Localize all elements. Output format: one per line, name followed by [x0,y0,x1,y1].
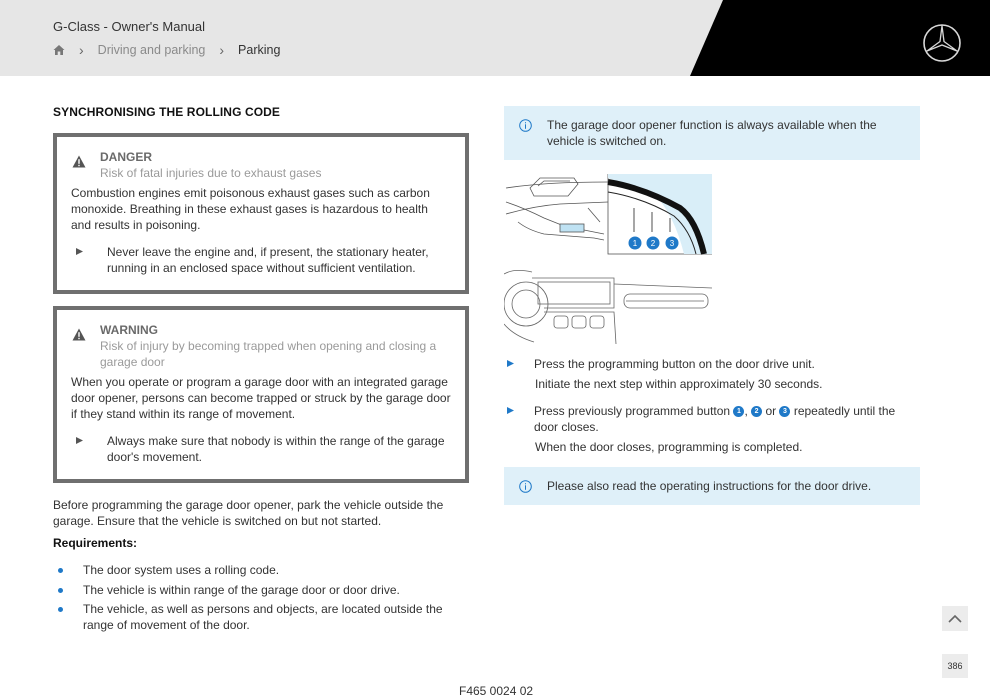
list-item [53,562,469,578]
figure-code: F465 0024 02 [459,684,534,698]
page-number-button[interactable]: 386 [942,654,968,678]
chevron-right-icon: › [219,42,225,58]
warning-box [53,306,469,483]
info-text: Please also read the operating instructions for the door drive. [547,479,872,493]
home-icon[interactable] [53,44,65,56]
danger-step-text: Never leave the engine and, if present, the stationary heater, running in an enclosed space without sufficient ventilation. [107,245,429,275]
requirements-list [53,562,469,633]
callout-button-3 [665,236,679,250]
info-box-operating-instructions [504,467,920,505]
warning-step-text: Always make sure that nobody is within the range of the garage door's movement. [107,434,445,464]
warning-triangle-icon [72,328,86,341]
danger-subtitle: Risk of fatal injuries due to exhaust gases [100,166,322,180]
intro-paragraph: Before programming the garage door opener, park the vehicle outside the garage. Ensure that the vehicle is switched on but not started. [53,498,444,528]
instruction-step-1 [504,356,920,372]
info-box-availability [504,106,920,160]
danger-body: Combustion engines emit poisonous exhaust gases such as carbon monoxide. Breathing in these exhaust gases is hazardous to health and results in poisoning. [71,186,430,232]
info-text: The garage door opener function is always available when the vehicle is switched on. [547,118,877,148]
list-item-text: The vehicle, as well as persons and objects, are located outside the range of movement of the door. [83,602,443,632]
bullet-dot [58,588,63,593]
callout-button-2 [646,236,660,250]
step-2-separator: , [744,404,748,418]
header-bar [0,0,990,76]
list-item-text: The vehicle is within range of the garage door or door drive. [83,582,400,597]
bullet-dot [58,607,63,612]
warning-body: When you operate or program a garage door with an integrated garage door opener, persons can become trapped or struck by the garage door if they stand within its range of movement. [71,375,451,421]
breadcrumb-link-driving[interactable]: Driving and parking [97,43,206,57]
left-column [53,105,469,637]
warning-label: WARNING [100,323,158,337]
requirements-title: Requirements: [53,536,138,550]
callout-button-1 [628,236,642,250]
section-title: SYNCHRONISING THE ROLLING CODE [53,105,281,119]
scroll-to-top-button[interactable] [942,606,968,631]
step-2-text [534,403,920,435]
step-arrow-icon [507,407,514,414]
warning-subtitle: Risk of injury by becoming trapped when opening and closing a garage door [100,339,437,369]
callout-3-label: 3 [669,239,675,248]
callout-1-label: 1 [632,239,638,248]
app-title: G-Class - Owner's Manual [53,19,206,34]
step-2-prefix: Press previously programmed button [534,404,731,418]
instruction-step-2 [504,403,920,435]
right-column [504,106,920,505]
mercedes-star-logo[interactable] [922,23,962,63]
step-2-suffix: repeatedly until the door closes. [534,404,896,434]
step-arrow-icon [507,360,514,367]
step-2-or: or [765,404,777,418]
warning-triangle-icon [72,155,86,168]
step-2-result: When the door closes, programming is completed. [535,440,803,454]
button-badge-3: 3 [779,406,790,417]
warning-step [71,433,451,465]
button-badge-2: 2 [751,406,762,417]
chevron-right-icon: › [79,42,84,58]
danger-label: DANGER [100,150,153,164]
step-arrow-icon [76,437,83,444]
chevron-up-icon [948,614,962,623]
illustration-overhead-panel [504,174,712,344]
list-item [53,601,469,633]
step-arrow-icon [76,248,83,255]
list-item [53,582,469,598]
list-item-text: The door system uses a rolling code. [83,563,280,577]
danger-step [71,244,451,276]
step-1-text: Press the programming button on the door drive unit. [534,357,815,371]
button-badge-1: 1 [733,406,744,417]
breadcrumb-current: Parking [238,43,281,57]
danger-box [53,133,469,294]
step-1-result: Initiate the next step within approximately 30 seconds. [535,377,823,391]
breadcrumb [53,42,280,58]
illustration-drawing [504,174,712,344]
info-icon [519,480,532,493]
bullet-dot [58,568,63,573]
callout-2-label: 2 [650,239,656,248]
info-icon [519,119,532,132]
